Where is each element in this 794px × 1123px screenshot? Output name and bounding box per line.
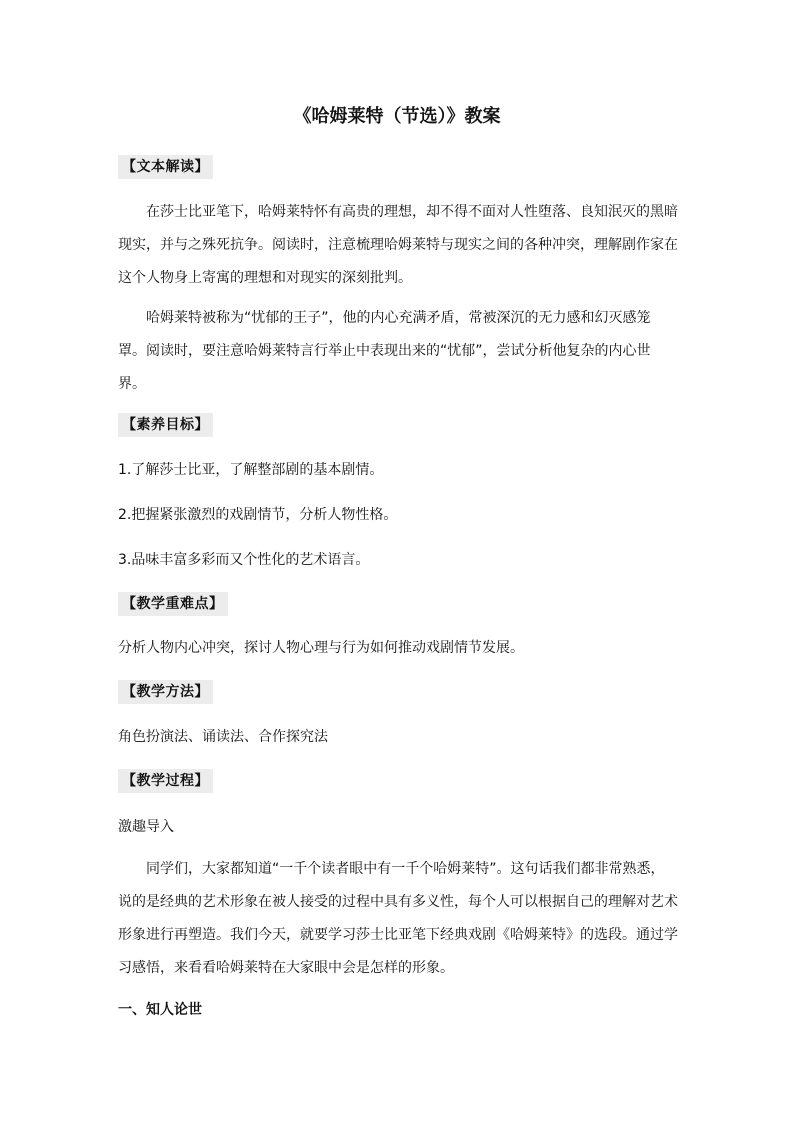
intro-paragraph: 同学们，大家都知道“一千个读者眼中有一千个哈姆莱特”。这句话我们都非常熟悉，说的是经典的艺术形象在被人接受的过程中具有多义性，每个人可以根据自己的理解对艺术形象进行再塑造。我们今天，就要学习莎士比亚笔下经典戏剧《哈姆莱特》的选段。通过学习感悟，来看看哈姆莱特在大家眼中会是怎样的形象。 [118, 861, 678, 976]
heading-process: 【教学过程】 [118, 769, 213, 793]
reading-paragraph-1: 在莎士比亚笔下，哈姆莱特怀有高贵的理想，却不得不面对人性堕落、良知泯灭的黑暗现实，并与之殊死抗争。阅读时，注意梳理哈姆莱特与现实之间的各种冲突，理解剧作家在这个人物身上寄寓的理想和对现实的深刻批判。 [118, 204, 678, 286]
heading-key-points: 【教学重难点】 [118, 592, 228, 616]
heading-text-reading: 【文本解读】 [118, 155, 213, 179]
reading-paragraph-2: 哈姆莱特被称为“忧郁的王子”，他的内心充满矛盾，常被深沉的无力感和幻灭感笼罩。阅读时，要注意哈姆莱特言行举止中表现出来的“忧郁”，尝试分析他复杂的内心世界。 [118, 310, 651, 392]
document-title: 《哈姆莱特（节选）》教案 [293, 106, 501, 127]
key-points-text: 分析人物内心冲突，探讨人物心理与行为如何推动戏剧情节发展。 [118, 640, 524, 656]
goal-item-2: 2.把握紧张激烈的戏剧情节，分析人物性格。 [118, 507, 398, 523]
heading-methods: 【教学方法】 [118, 680, 213, 704]
methods-text: 角色扮演法、诵读法、合作探究法 [118, 729, 328, 745]
intro-label: 激趣导入 [118, 819, 174, 835]
part-one-heading: 一、知人论世 [118, 1002, 202, 1018]
goal-item-3: 3.品味丰富多彩而又个性化的艺术语言。 [118, 552, 370, 568]
heading-goals: 【素养目标】 [118, 413, 213, 437]
goal-item-1: 1.了解莎士比亚，了解整部剧的基本剧情。 [118, 462, 384, 478]
